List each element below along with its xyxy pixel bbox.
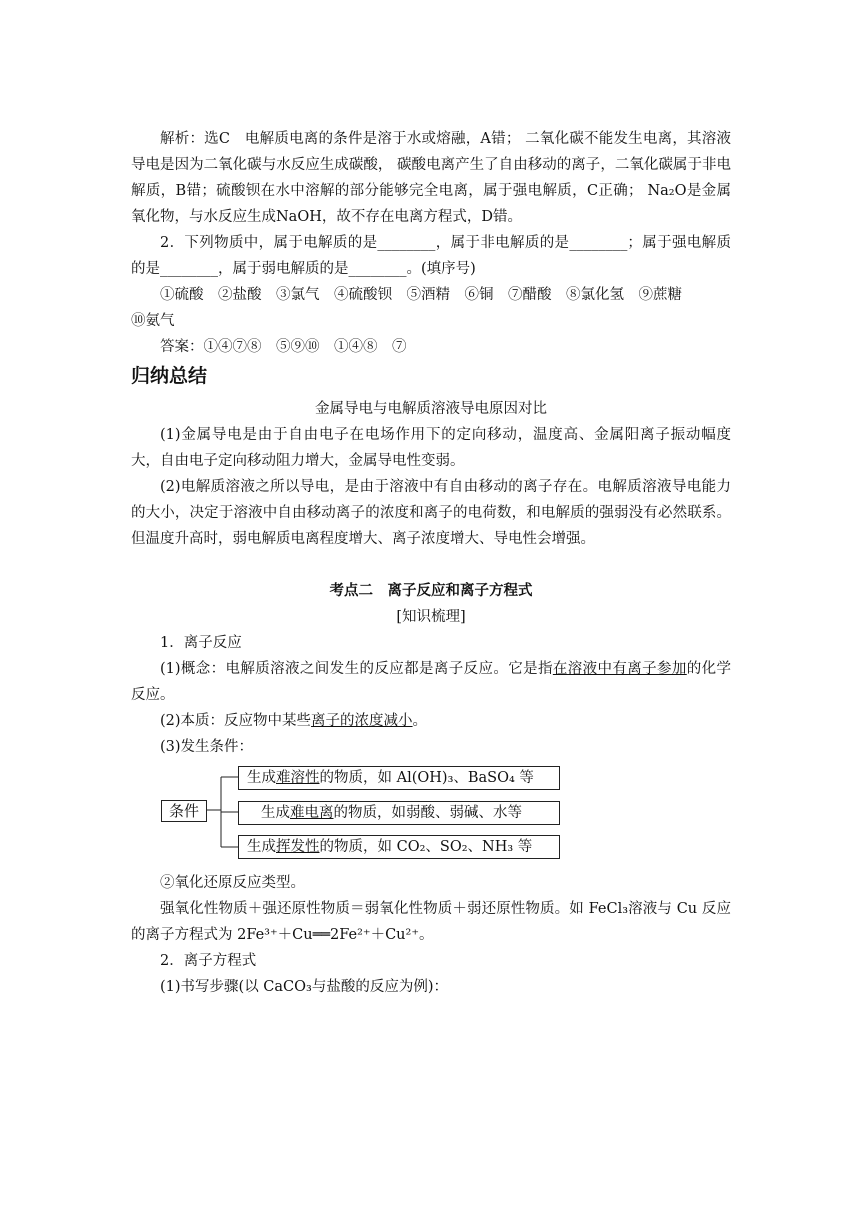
document-page (131, 126, 731, 1000)
redox-paragraph: 强氧化性物质＋强还原性物质＝弱氧化性物质＋弱还原性物质。如 FeCl₃溶液与 Cu 反应的离子方程式为 2Fe³⁺＋Cu══2Fe²⁺＋Cu²⁺。 (131, 901, 731, 943)
condition-1-keyword: 难溶性 (276, 770, 320, 786)
item-1-heading: 1．离子反应 (160, 635, 242, 651)
concept-suffix: 的化学反应。 (131, 661, 732, 703)
question-2-answer: 答案：①④⑦⑧ ⑤⑨⑩ ①④⑧ ⑦ (160, 339, 407, 355)
condition-volatile (238, 835, 560, 859)
condition-3-keyword: 挥发性 (276, 839, 320, 855)
essence-underlined: 离子的浓度减小 (311, 713, 413, 729)
condition-3-pre: 生成 (247, 839, 276, 855)
analysis-paragraph: 解析：选C 电解质电离的条件是溶于水或熔融，A错； 二氧化碳不能发生电离，其溶液导电是因为二氧化碳与水反应生成碳酸， 碳酸电离产生了自由移动的离子，二氧化碳属于非电解质，B错；硫酸钡在水中溶解的部分能够完全电离，属于强电解质，C正确； Na₂O是金属氧化物，与水反应生成NaOH，故不存在电离方程式，D错。 (131, 131, 731, 225)
concept-prefix: (1)概念：电解质溶液之间发生的反应都是离子反应。它是指 (160, 661, 553, 677)
essence-paragraph (131, 708, 731, 734)
conditions-label: (3)发生条件： (160, 739, 254, 755)
concept-underlined: 在溶液中有离子参加 (552, 661, 687, 677)
summary-heading: 归纳总结 (131, 365, 208, 387)
condition-3-post: 的物质，如 CO₂、SO₂、NH₃ 等 (319, 839, 533, 855)
condition-2-post: 的物质，如弱酸、弱碱、水等 (333, 805, 522, 821)
condition-weak-electrolyte (238, 801, 560, 825)
redox-type: ②氧化还原反应类型。 (160, 875, 305, 891)
writing-steps: (1)书写步骤(以 CaCO₃与盐酸的反应为例)： (160, 979, 448, 995)
section-title: 考点二 离子反应和离子方程式 (329, 583, 533, 599)
summary-point-2: (2)电解质溶液之所以导电，是由于溶液中有自由移动的离子存在。电解质溶液导电能力的大小，决定于溶液中自由移动离子的浓度和离子的电荷数，和电解质的强弱没有必然联系。但温度升高时，弱电解质电离程度增大、离子浓度增大、导电性会增强。 (131, 479, 731, 547)
item-2-heading: 2．离子方程式 (160, 953, 257, 969)
condition-2-keyword: 难电离 (290, 805, 334, 821)
section-subtitle: [知识梳理] (396, 609, 466, 625)
concept-paragraph (131, 656, 731, 708)
question-2-options-line-2: ⑩氨气 (131, 313, 175, 329)
condition-1-pre: 生成 (247, 770, 276, 786)
summary-point-1: (1)金属导电是由于自由电子在电场作用下的定向移动，温度高、金属阳离子振动幅度大，自由电子定向移动阻力增大，金属导电性变弱。 (131, 427, 731, 469)
summary-subtitle: 金属导电与电解质溶液导电原因对比 (315, 401, 547, 417)
condition-1-post: 的物质，如 Al(OH)₃、BaSO₄ 等 (319, 770, 534, 786)
conditions-diagram (131, 764, 731, 862)
condition-2-pre: 生成 (261, 805, 290, 821)
question-2-options-line-1: ①硫酸 ②盐酸 ③氯气 ④硫酸钡 ⑤酒精 ⑥铜 ⑦醋酸 ⑧氯化氢 ⑨蔗糖 (160, 287, 682, 303)
question-2-stem: 2．下列物质中，属于电解质的是________，属于非电解质的是________；属于强电解质的是________，属于弱电解质的是________。(填序号) (131, 235, 731, 277)
essence-suffix: 。 (412, 713, 428, 729)
essence-prefix: (2)本质：反应物中某些 (160, 713, 312, 729)
condition-insoluble (238, 766, 560, 790)
spacer (131, 552, 731, 578)
condition-label-box: 条件 (161, 800, 207, 822)
